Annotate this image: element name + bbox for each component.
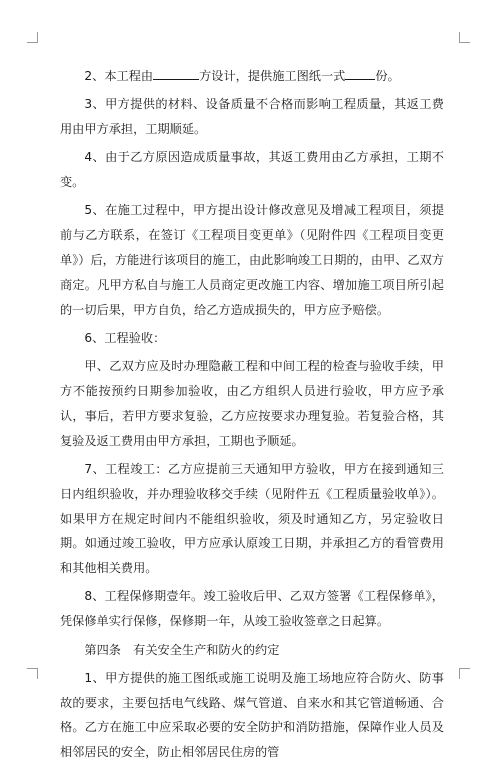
paragraph-8: 8、工程保修期壹年。竣工验收后甲、乙双方签署《工程保修单》，凭保修单实行保修，保修期一年，从竣工验收签章之日起算。 [60, 589, 444, 629]
crop-mark-bottom-right [459, 668, 470, 679]
section-4-heading: 第四条 有关安全生产和防火的约定 [84, 642, 280, 657]
document-body [60, 64, 444, 769]
paragraph-2 [60, 64, 444, 89]
paragraph-2-part3: 份。 [375, 69, 400, 83]
crop-mark-top-right [459, 32, 470, 43]
copies-blank [345, 67, 375, 80]
paragraph-2-part1: 2、本工程由 [84, 69, 154, 83]
paragraph-5: 5、在施工过程中，甲方提出设计修改意见及增减工程项目，须提前与乙方联系，在签订《工程项目变更单》（见附件四《工程项目变更单》）后，方能进行该项目的施工，由此影响竣工日期的，由甲、乙双方商定。凡甲方私自与施工人员商定更改施工内容、增加施工项目所引起的一切后果，甲方自负，给乙方造成损失的，甲方应予赔偿。 [60, 203, 444, 317]
section-4-paragraph-1: 1、甲方提供的施工图纸或施工说明及施工场地应符合防火、防事故的要求，主要包括电气线路、煤气管道、自来水和其它管道畅通、合格。乙方在施工中应采取必要的安全防护和消防措施，保障作业人员及相邻居民的安全，防止相邻居民住房的管 [60, 670, 444, 760]
designer-blank [153, 67, 199, 80]
paragraph-6-detail: 甲、乙双方应及时办理隐蔽工程和中间工程的检查与验收手续，甲方不能按预约日期参加验收，由乙方组织人员进行验收，甲方应予承认，事后，若甲方要求复验，乙方应按要求办理复验。若复验合格，其复验及返工费用由甲方承担，工期也予顺延。 [60, 359, 444, 448]
crop-mark-bottom-left [27, 668, 38, 679]
paragraph-3: 3、甲方提供的材料、设备质量不合格而影响工程质量，其返工费用由甲方承担，工期顺延。 [60, 97, 444, 137]
paragraph-6: 6、工程验收： [84, 330, 166, 345]
paragraph-7: 7、工程竣工：乙方应提前三天通知甲方验收，甲方在接到通知三日内组织验收，并办理验收移交手续（见附件五《工程质量验收单》）。如果甲方在规定时间内不能组织验收，须及时通知乙方，另定验收日期。如通过竣工验收，甲方应承认原竣工日期，并承担乙方的看管费用和其他相关费用。 [60, 461, 444, 576]
paragraph-2-part2: 方设计，提供施工图纸一式 [199, 69, 346, 83]
crop-mark-top-left [27, 32, 38, 43]
paragraph-4: 4、由于乙方原因造成质量事故，其返工费用由乙方承担，工期不变。 [60, 150, 444, 190]
